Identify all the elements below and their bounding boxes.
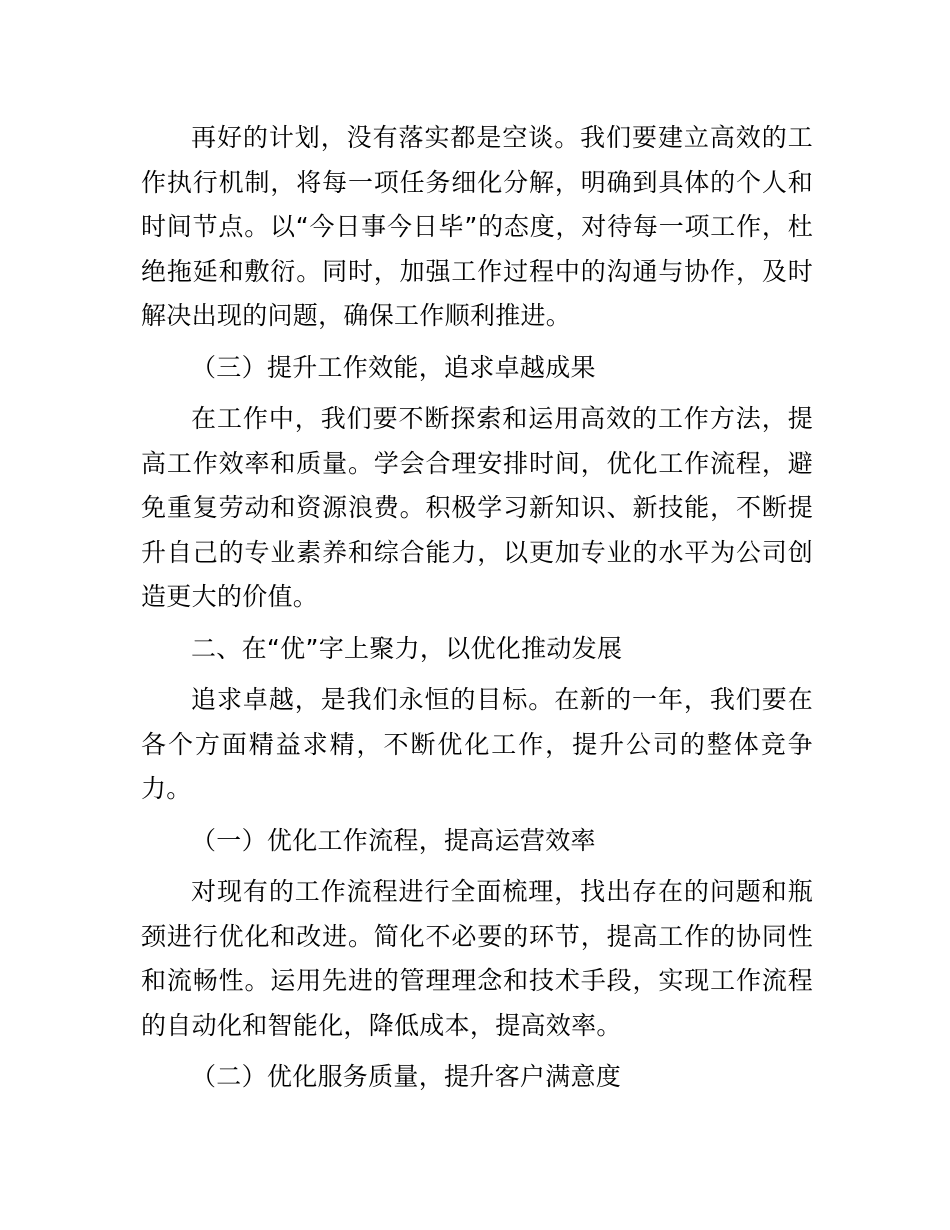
- subheading-optimize-workflow: （一）优化工作流程，提高运营效率: [191, 825, 596, 855]
- document-body: [141, 116, 813, 1107]
- section-heading-optimization: 二、在“优”字上聚力，以优化推动发展: [191, 633, 623, 663]
- subheading-improve-efficiency: （三）提升工作效能，追求卓越成果: [191, 352, 596, 382]
- subheading-optimize-service: （二）优化服务质量，提升客户满意度: [191, 1062, 622, 1091]
- paragraph-execution-mechanism: 再好的计划，没有落实都是空谈。我们要建立高效的工作执行机制，将每一项任务细化分解，明确到具体的个人和时间节点。以“今日事今日毕”的态度，对待每一项工作，杜绝拖延和敷衍。同时，加强工作过程中的沟通与协作，及时解决出现的问题，确保工作顺利推进。: [141, 123, 813, 330]
- paragraph-pursue-excellence: 追求卓越，是我们永恒的目标。在新的一年，我们要在各个方面精益求精，不断优化工作，提升公司的整体竞争力。: [141, 685, 813, 803]
- paragraph-workflow-review: 对现有的工作流程进行全面梳理，找出存在的问题和瓶颈进行优化和改进。简化不必要的环节，提高工作的协同性和流畅性。运用先进的管理理念和技术手段，实现工作流程的自动化和智能化，降低成本，提高效率。: [141, 877, 813, 1040]
- paragraph-efficient-methods: 在工作中，我们要不断探索和运用高效的工作方法，提高工作效率和质量。学会合理安排时间，优化工作流程，避免重复劳动和资源浪费。积极学习新知识、新技能，不断提升自己的专业素养和综合能力，以更加专业的水平为公司创造更大的价值。: [141, 404, 813, 611]
